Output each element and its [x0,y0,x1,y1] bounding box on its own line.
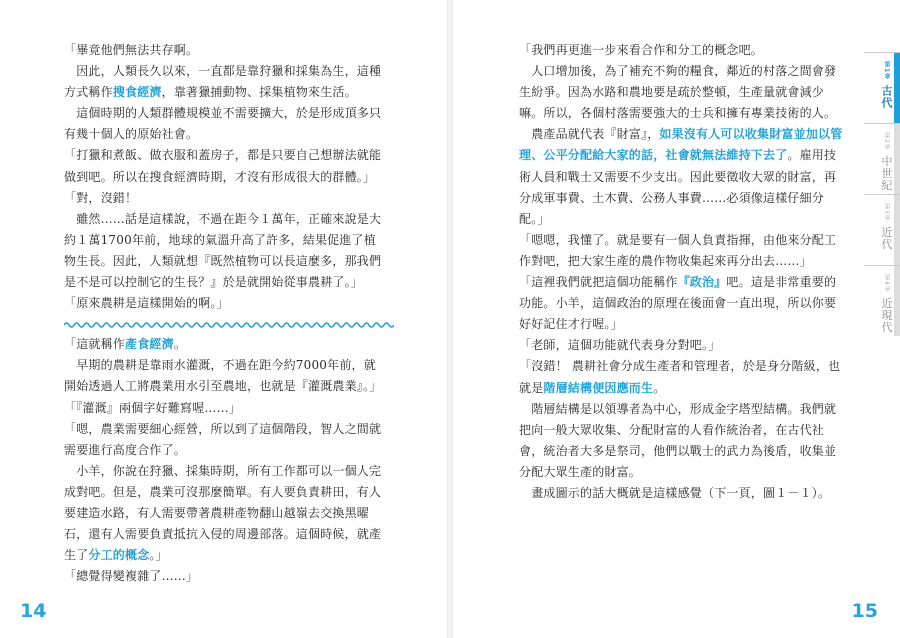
paragraph: 人口增加後，為了補充不夠的糧食，鄰近的村落之間會發生紛爭。因為水路和農地要是疏於整頓，生產量就會減少嘛。所以，各個村落需要強大的士兵和擁有專業技術的人。 [519,64,837,121]
left-text-block-top [64,40,386,314]
chapter-tab[interactable] [864,123,900,194]
highlighted-term: 產食經濟 [125,337,174,352]
paragraph: 早期的農耕是靠雨水灌溉，不過在距今約7000年前，就開始透過人工將農業用水引至農地，也就是『灌溉農業』。」 [64,358,382,394]
paragraph: 「總覺得變複雜了……」 [64,569,199,584]
paragraph: 「嗯，農業需要細心經營，所以到了這個階段，智人之間就需要進行高度合作了。 [64,421,382,457]
left-page [64,40,386,587]
chapter-tab[interactable] [864,52,900,123]
paragraph: 雖然……話是這樣說，不過在距今１萬年，正確來說是大約１萬1700年前，地球的氣溫升高了許多，結果促進了植物生長。因此，人類就想『既然植物可以長這麼多，那我們是不是可以控制它的生長？』於是就開始從事農耕了。」 [64,211,382,290]
highlighted-term: 『政治』 [677,275,727,290]
chapter-tab[interactable] [864,265,900,336]
right-page [519,40,845,504]
paragraph: 「嗯嗯，我懂了。就是要有一個人負責指揮，由他來分配工作對吧，把大家生產的農作物收集起來再分出去……」 [519,232,837,268]
chapter-tab-label [870,274,894,333]
chapter-tab-label [870,61,894,109]
chapter-tab-label [870,203,894,250]
wave-divider [64,320,394,330]
paragraph: 「對，沒錯！ [64,190,138,205]
paragraph: 「老師，這個功能就代表身分對吧。」 [519,338,721,353]
paragraph: 「我們再更進一步來看合作和分工的概念吧。 [519,43,764,57]
chapter-tab-bar [894,53,900,123]
left-text-block-bottom [64,334,386,587]
chapter-era: 近代 [880,221,893,251]
highlighted-term: 搜食經濟 [112,85,162,100]
chapter-index-tabs [864,52,900,336]
chapter-number: 第2章 [883,132,890,151]
page-number-right: 15 [851,600,878,622]
chapter-tab-bar [894,266,900,336]
chapter-era: 古代 [880,80,893,110]
paragraph: 「畢竟他們無法共存啊。 [64,43,199,57]
chapter-tab-label [870,132,894,191]
book-gutter [447,0,453,638]
paragraph: 小羊，你說在狩獵、採集時期，所有工作都可以一個人完成對吧。但是，農業可沒那麼簡單。有人要負責耕田，有人要建造水路，有人需要帶著農耕產物翻山越嶺去交換黑曜石，還有人需要負責抵抗入侵的周邊部落。這個時候，就產生了分工的概念。」 [64,463,382,563]
chapter-tab[interactable] [864,194,900,265]
chapter-number: 第4章 [883,274,890,293]
highlighted-term: 分工的概念 [88,548,150,563]
chapter-number: 第1章 [883,61,890,81]
highlighted-term: 如果沒有人可以收集財富並加以管理、公平分配給大家的話，社會就無法維持下去了 [519,127,843,163]
chapter-era: 近現代 [880,292,893,334]
right-text-block [519,40,845,504]
paragraph: 畫成圖示的話大概就是這樣感覺（下一頁，圖１－１）。 [519,485,831,500]
chapter-era: 中世紀 [880,150,893,192]
paragraph: 「原來農耕是這樣開始的啊。」 [64,296,229,311]
paragraph: 「沒錯！ 農耕社會分成生產者和管理者，於是身分階級，也就是階層結構便因應而生。 [519,359,841,395]
chapter-number: 第3章 [883,203,890,222]
paragraph: 「這裡我們就把這個功能稱作『政治』吧。這是非常重要的功能。小羊，這個政治的原理在後面會一直出現，所以你要好好記住才行喔。」 [519,275,837,332]
chapter-tab-bar [894,195,900,265]
page-number-left: 14 [20,600,47,622]
paragraph: 農產品就代表『財富』，如果沒有人可以收集財富並加以管理、公平分配給大家的話，社會就無法維持下去了。雇用技術人員和戰士又需要不少支出。因此要徵收大眾的財富，再分成軍事費、土木費、公務人事費……必須像這樣仔細分配。」 [519,127,843,226]
paragraph: 階層結構是以領導者為中心，形成金字塔型結構。我們就把向一般大眾收集、分配財富的人看作統治者，在古代社會，統治者大多是祭司，他們以戰士的武力為後盾，收集並分配大眾生產的財富。 [519,401,837,479]
highlighted-term: 階層結構便因應而生 [543,380,654,395]
paragraph: 因此，人類長久以來，一直都是靠狩獵和採集為生，這種方式稱作搜食經濟，靠著獵捕動物、採集植物來生活。 [64,64,382,100]
paragraph: 「這就稱作產食經濟。 [64,337,187,352]
paragraph: 「打獵和煮飯、做衣服和蓋房子，都是只要自己想辦法就能做到吧。所以在搜食經濟時期，才沒有形成很大的群體。」 [64,148,382,184]
paragraph: 這個時期的人類群體規模並不需要擴大，於是形成頂多只有幾十個人的原始社會。 [64,106,382,142]
paragraph: 「『灌溉』兩個字好難寫喔……」 [64,400,242,415]
chapter-tab-bar [894,124,900,194]
